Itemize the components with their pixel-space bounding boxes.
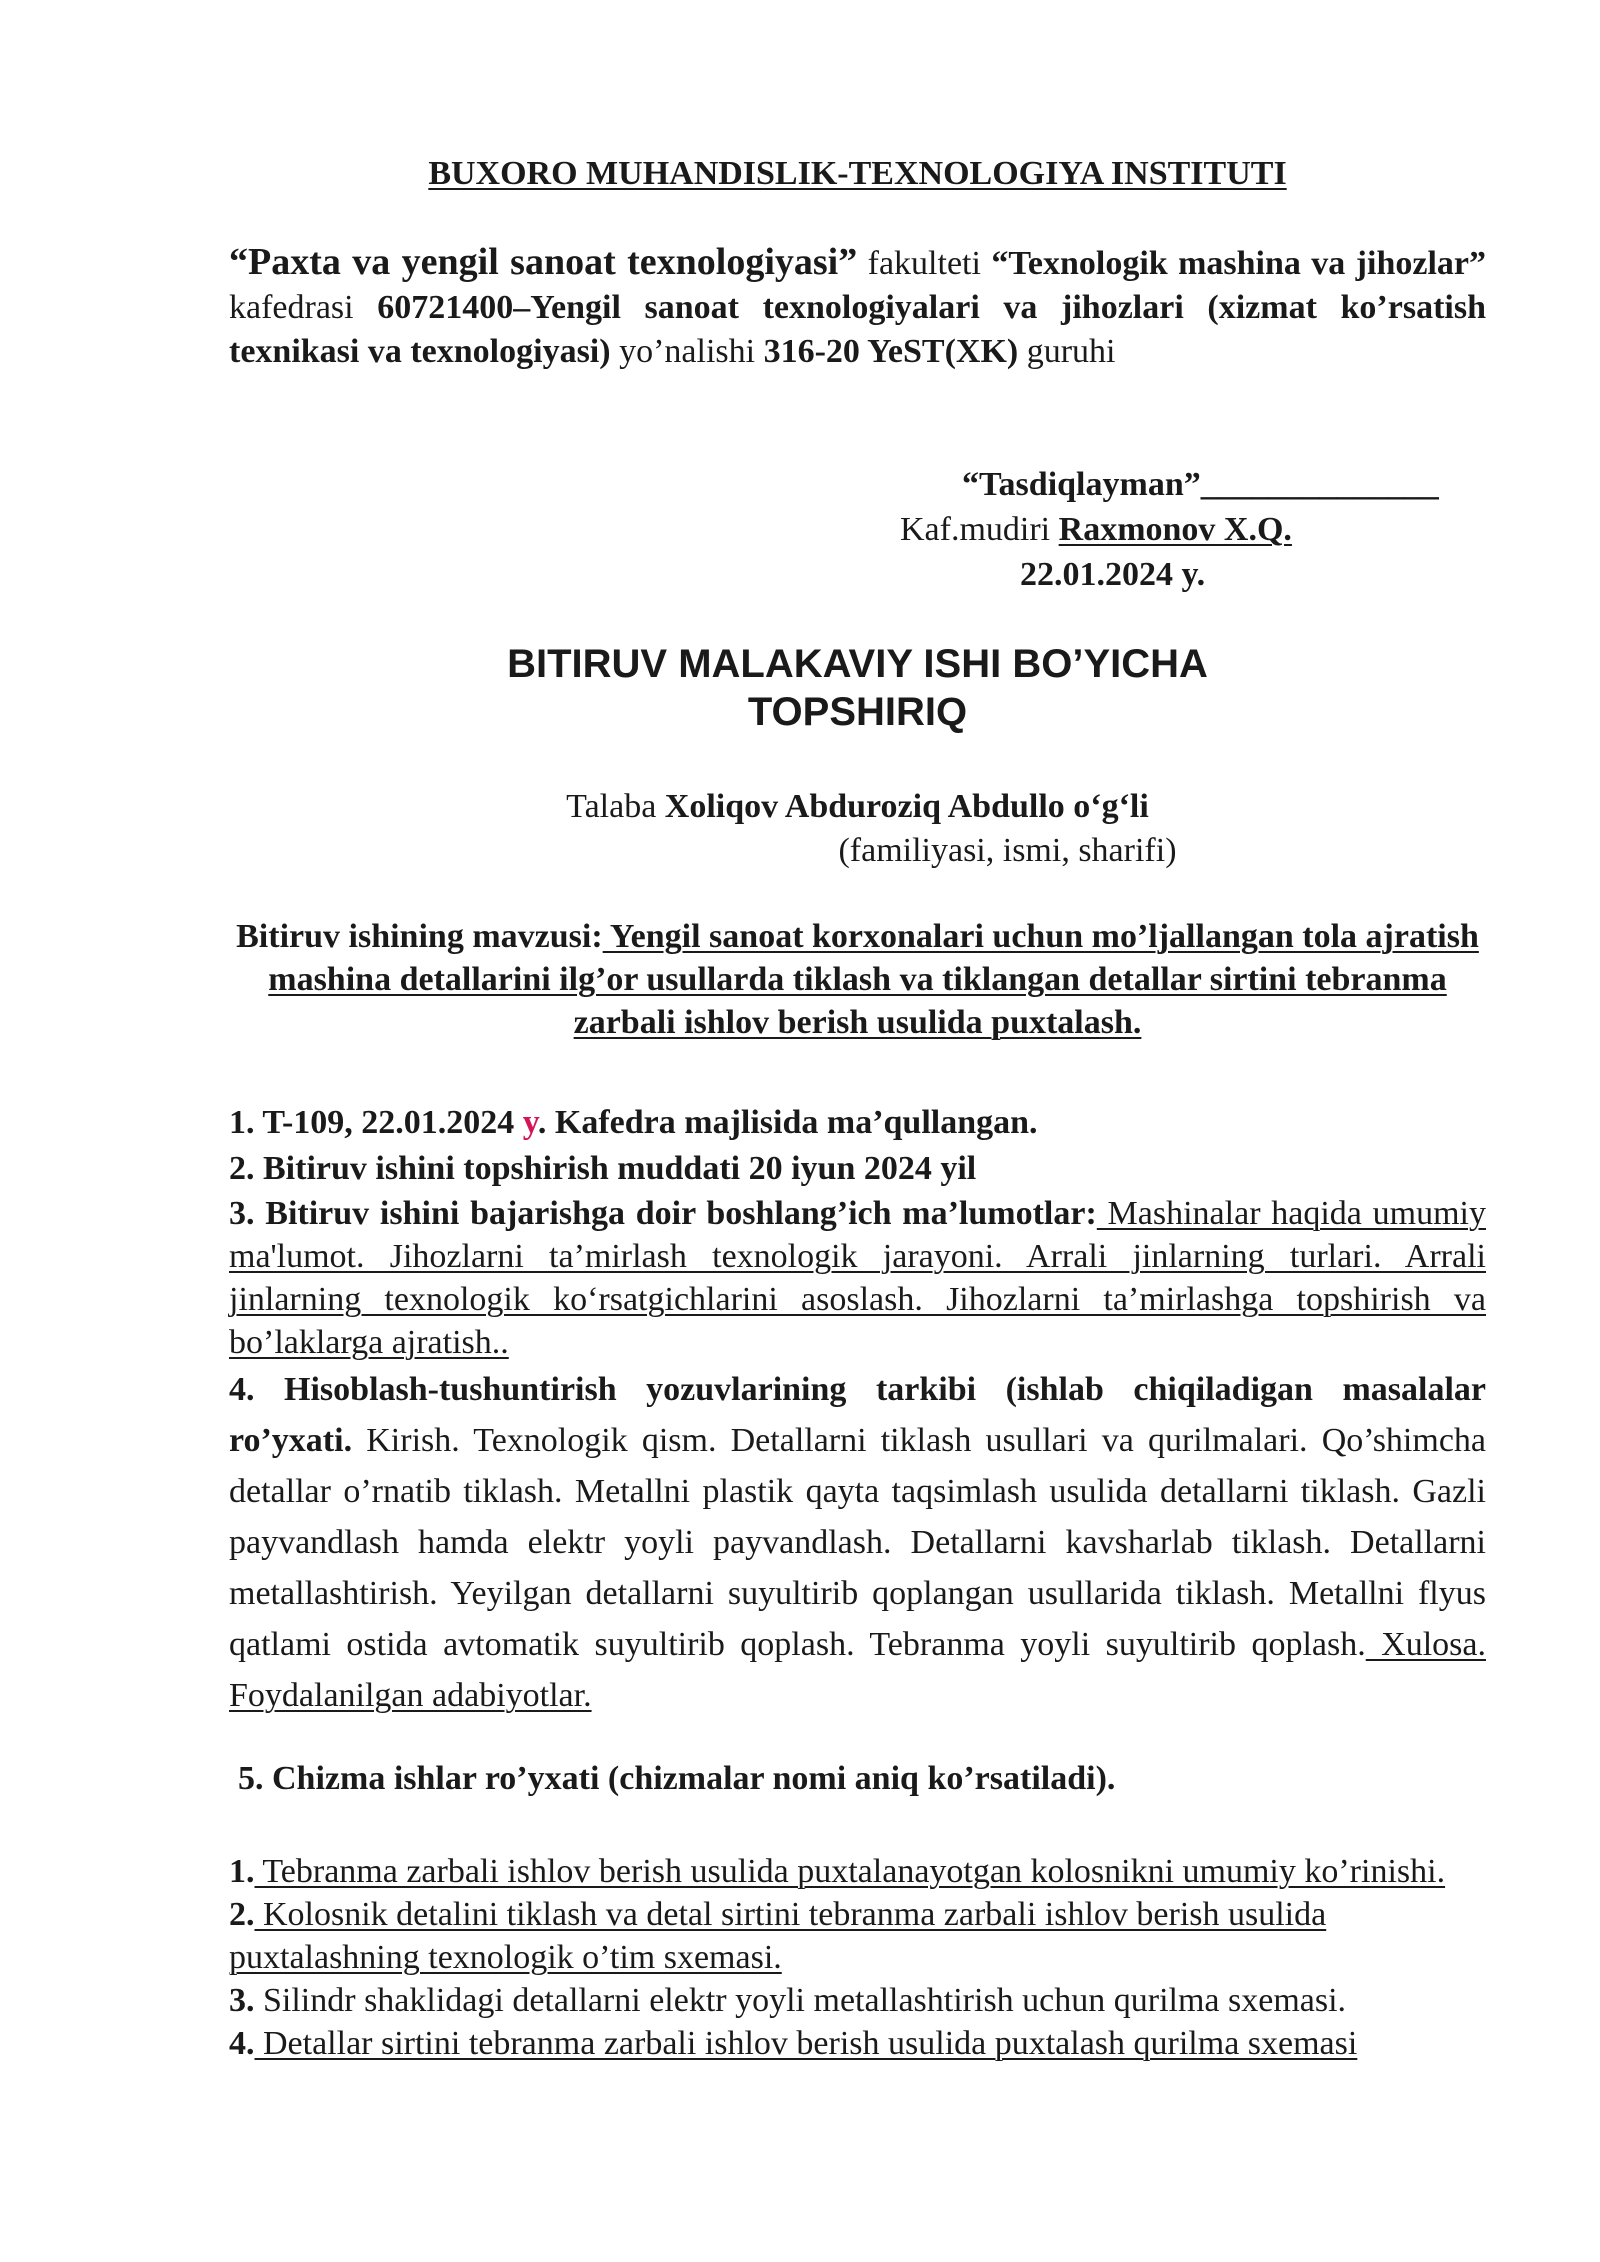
item-4	[229, 1364, 1486, 1721]
institute-title	[229, 155, 1486, 193]
drawing-item	[229, 1893, 1486, 1979]
institute-name: BUXORO MUHANDISLIK-TEXNOLOGIYA INSTITUTI	[428, 155, 1287, 192]
student-caption: (familiyasi, ismi, sharifi)	[838, 832, 1177, 869]
head-name: Raxmonov X.Q.	[1058, 511, 1292, 548]
approval-block	[900, 462, 1500, 597]
item-1-y: y	[522, 1104, 538, 1141]
faculty-name: “Paxta va yengil sanoat texnologiyasi”	[229, 241, 858, 283]
approval-date: 22.01.2024 y.	[1020, 556, 1206, 593]
item-2: 2. Bitiruv ishini topshirish muddati 20 iyun 2024 yil	[229, 1150, 977, 1187]
department-word: kafedrasi	[229, 289, 378, 326]
topic-label: Bitiruv ishining mavzusi:	[236, 918, 603, 955]
drawing-number: 3.	[229, 1982, 255, 2019]
specialty-name: 60721400–Yengil sanoat texnologiyalari va jihozlari (xizmat ko’rsatish texnikasi va texnologiyasi)	[229, 289, 1486, 370]
item-4-label: 4. Hisoblash-tushuntirish yozuvlarining tarkibi (ishlab chiqiladigan masalalar ro’yxati.	[229, 1371, 1486, 1459]
drawing-item	[229, 2022, 1486, 2065]
item-4-tail: Xulosa. Foydalanilgan adabiyotlar.	[229, 1626, 1486, 1714]
item-1	[229, 1100, 1486, 1146]
drawing-item	[229, 1979, 1486, 2022]
item-3	[229, 1192, 1486, 1364]
item-1-part-a: 1. T-109, 22.01.2024	[229, 1104, 523, 1141]
drawing-text: Tebranma zarbali ishlov berish usulida puxtalanayotgan kolosnikni umumiy ko’rinishi.	[254, 1853, 1446, 1890]
item-1-part-b: . Kafedra majlisida ma’qullangan.	[537, 1104, 1038, 1141]
drawing-text: Detallar sirtini tebranma zarbali ishlov berish usulida puxtalash qurilma sxemasi	[254, 2025, 1358, 2062]
intro-paragraph	[229, 240, 1486, 374]
approval-head	[900, 507, 1500, 552]
drawings-list	[229, 1850, 1486, 2065]
document-title	[229, 640, 1486, 736]
drawing-item	[229, 1850, 1486, 1893]
student-prefix: Talaba	[566, 788, 665, 825]
item-4-text: Kirish. Texnologik qism. Detallarni tiklash usullari va qurilmalari. Qo’shimcha detallar o’rnatib tiklash. Metallni plastik qayta taqsimlash usulida detallarni tiklash. Gazli payvandlash hamda elektr yoyli payvandlash. Detallarni kavsharlab tiklash. Detallarni metallashtirish. Yeyilgan detallarni suyultirib qoplangan usullarida tiklash. Metallni flyus qatlami ostida avtomatik suyultirib qoplash. Tebranma yoyli suyultirib qoplash.	[229, 1422, 1486, 1663]
drawings-heading: 5. Chizma ishlar ro’yxati (chizmalar nomi aniq ko’rsatiladi).	[238, 1760, 1116, 1797]
approval-label: “Tasdiqlayman”______________	[962, 466, 1439, 503]
item-3-label: 3. Bitiruv ishini bajarishga doir boshlang’ich ma’lumotlar:	[229, 1195, 1097, 1232]
item-3-text: Mashinalar haqida umumiy ma'lumot. Jihozlarni ta’mirlash texnologik jarayoni. Arrali jinlarning turlari. Arrali jinlarning texnologik ko‘rsatgichlarini asoslash. Jihozlarni ta’mirlashga topshirish va bo’laklarga ajratish..	[229, 1195, 1487, 1361]
head-prefix: Kaf.mudiri	[900, 511, 1059, 548]
department-name: “Texnologik mashina va jihozlar”	[991, 245, 1486, 282]
student-name: Xoliqov Abduroziq Abdullo o‘g‘li	[664, 788, 1149, 825]
topic-text: Yengil sanoat korxonalari uchun mo’ljallangan tola ajratish mashina detallarini ilg’or usullarda tiklash va tiklangan detallar sirtini tebranma zarbali ishlov berish usulida puxtalash.	[268, 918, 1479, 1041]
student-block	[229, 785, 1486, 873]
drawing-number: 4.	[229, 2025, 255, 2062]
topic-paragraph	[229, 915, 1486, 1044]
drawing-number: 1.	[229, 1853, 255, 1890]
drawing-text: Kolosnik detalini tiklash va detal sirtini tebranma zarbali ishlov berish usulida puxtalashning texnologik o’tim sxemasi.	[229, 1896, 1327, 1976]
title-line-1: BITIRUV MALAKAVIY ISHI BO’YICHA	[507, 642, 1208, 686]
student-line	[229, 785, 1486, 829]
group-code: 316-20 YeST(XK)	[763, 333, 1019, 370]
faculty-word: fakulteti	[857, 245, 992, 282]
drawing-number: 2.	[229, 1896, 255, 1933]
title-line-2: TOPSHIRIQ	[747, 690, 968, 734]
drawing-text: Silindr shaklidagi detallarni elektr yoyli metallashtirish uchun qurilma sxemasi.	[254, 1982, 1347, 2019]
specialty-word: yo’nalishi	[610, 333, 764, 370]
task-items	[229, 1100, 1486, 1721]
group-word: guruhi	[1018, 333, 1116, 370]
